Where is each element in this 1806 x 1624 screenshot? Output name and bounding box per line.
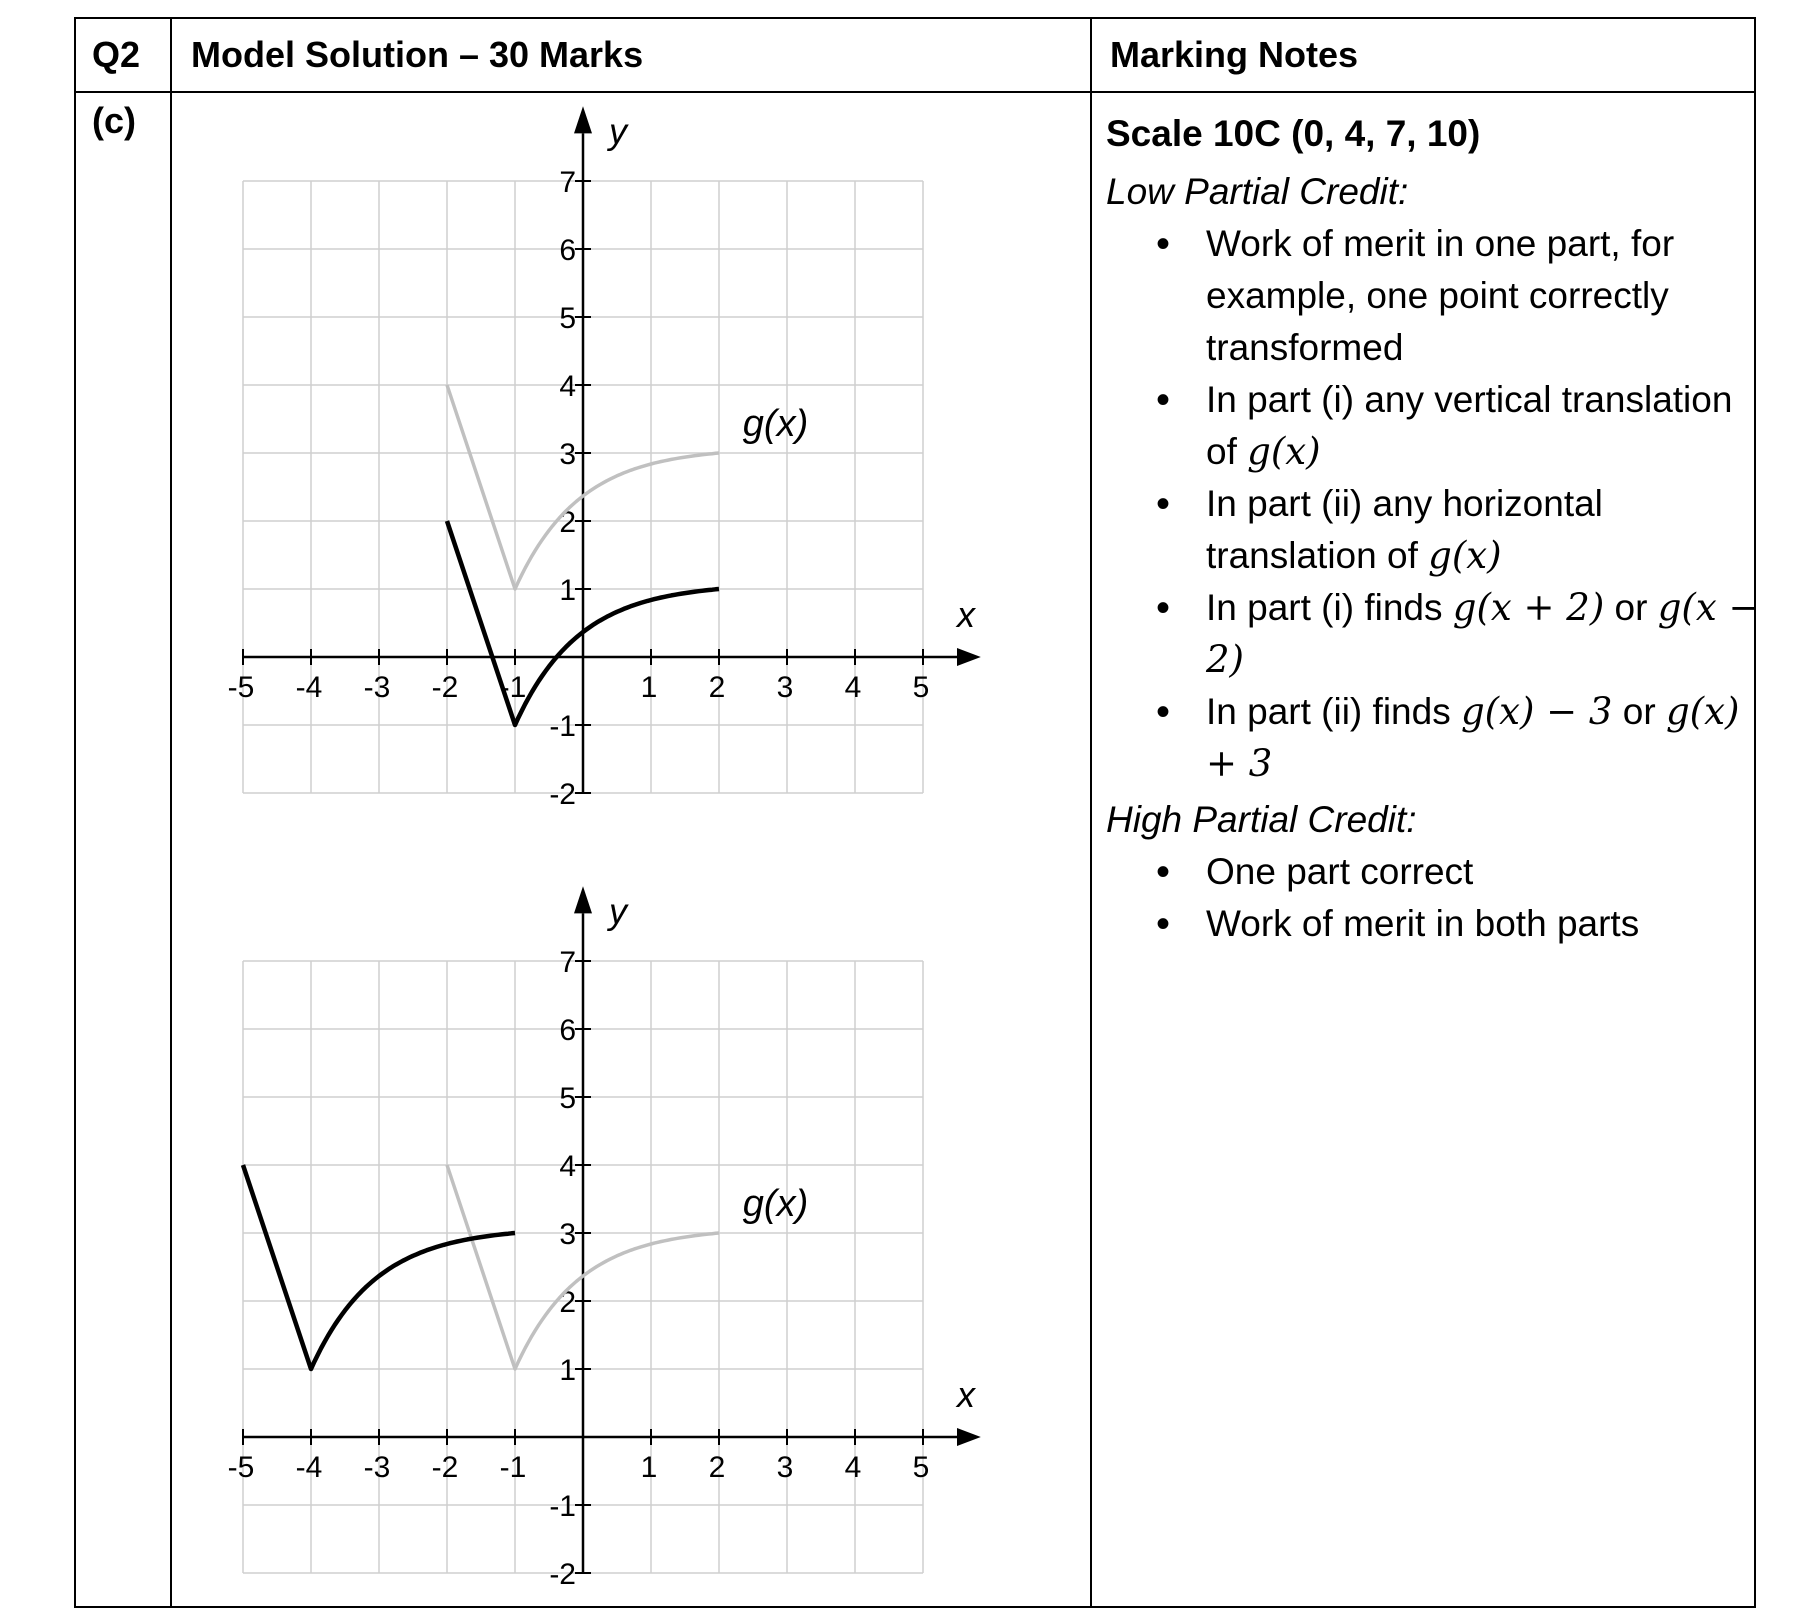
y-axis-label: y (609, 110, 627, 152)
math-expression: g(x) + 3 (1206, 690, 1740, 785)
note-text: In part (i) finds (1206, 587, 1453, 628)
low-credit-item (1106, 582, 1766, 686)
marking-notes-header: Marking Notes (1110, 34, 1359, 75)
low-credit-item (1106, 374, 1766, 478)
x-tick-label: -4 (295, 1451, 323, 1484)
x-tick-label: 1 (640, 671, 658, 704)
y-tick-label: 3 (559, 1218, 576, 1251)
x-tick-label: 5 (912, 671, 930, 704)
y-tick-label: -2 (549, 778, 576, 811)
x-tick-label: 3 (776, 1451, 794, 1484)
x-tick-label: -4 (295, 671, 323, 704)
note-text: In part (ii) any horizontal translation of (1206, 483, 1603, 576)
note-text: In part (ii) finds (1206, 691, 1461, 732)
math-expression: g(x − 2) (1206, 586, 1760, 681)
part-label: (c) (92, 100, 136, 141)
x-axis-label: x (957, 1374, 975, 1415)
curve-label: g(x) (742, 1183, 809, 1225)
x-tick-label: 2 (708, 671, 726, 704)
curve-label: g(x) (742, 403, 809, 445)
high-partial-credit-list (1106, 846, 1766, 950)
x-tick-label: -1 (499, 671, 527, 704)
y-tick-label: -2 (549, 1558, 576, 1591)
x-axis-label: x (957, 594, 975, 635)
y-tick-label: 3 (559, 438, 576, 471)
solution-header: Model Solution – 30 Marks (191, 34, 644, 75)
x-tick-label: -5 (227, 671, 255, 704)
note-text: One part correct (1206, 851, 1474, 892)
y-tick-label: 5 (559, 1082, 576, 1115)
y-tick-label: 2 (559, 506, 576, 539)
low-credit-item (1106, 218, 1766, 374)
y-tick-label: 4 (559, 1150, 576, 1183)
y-tick-label: 5 (559, 302, 576, 335)
x-tick-label: 2 (708, 1451, 726, 1484)
low-partial-credit-list (1106, 218, 1766, 790)
x-tick-label: 5 (912, 1451, 930, 1484)
x-axis-arrow (957, 648, 981, 666)
x-tick-label: 3 (776, 671, 794, 704)
y-tick-label: 1 (559, 1354, 576, 1387)
y-axis-arrow (574, 106, 592, 133)
math-expression: g(x) (1247, 430, 1321, 473)
y-tick-label: -1 (549, 710, 576, 743)
note-text: Work of merit in one part, for example, one point correctly transformed (1206, 223, 1675, 368)
high-credit-item (1106, 846, 1766, 898)
low-partial-credit-title: Low Partial Credit: (1106, 171, 1409, 212)
x-tick-label: 4 (844, 1451, 862, 1484)
y-axis-label: y (609, 890, 627, 932)
x-tick-label: 4 (844, 671, 862, 704)
question-label: Q2 (92, 34, 141, 75)
x-tick-label: 1 (640, 1451, 658, 1484)
x-tick-label: -3 (363, 1451, 391, 1484)
low-credit-item (1106, 478, 1766, 582)
y-tick-label: 4 (559, 370, 576, 403)
y-tick-label: 1 (559, 574, 576, 607)
math-expression: g(x) (1428, 534, 1502, 577)
note-text: Work of merit in both parts (1206, 903, 1640, 944)
math-expression: g(x) − 3 (1460, 690, 1613, 733)
y-tick-label: 6 (559, 1014, 576, 1047)
y-tick-label: 7 (559, 946, 576, 979)
y-tick-label: 7 (559, 166, 576, 199)
scale-line: Scale 10C (0, 4, 7, 10) (1106, 113, 1481, 154)
note-text: In part (i) any vertical translation of (1206, 379, 1733, 472)
note-text: or (1604, 587, 1658, 628)
x-tick-label: -2 (431, 671, 459, 704)
x-tick-label: -2 (431, 1451, 459, 1484)
high-partial-credit-title: High Partial Credit: (1106, 799, 1417, 840)
x-tick-label: -5 (227, 1451, 255, 1484)
x-tick-label: -1 (499, 1451, 527, 1484)
y-axis-arrow (574, 886, 592, 913)
low-credit-item (1106, 686, 1766, 790)
math-expression: g(x + 2) (1452, 586, 1605, 629)
y-tick-label: 2 (559, 1286, 576, 1319)
marking-notes (1106, 108, 1766, 950)
x-axis-arrow (957, 1428, 981, 1446)
note-text: or (1612, 691, 1666, 732)
high-credit-item (1106, 898, 1766, 950)
y-tick-label: 6 (559, 234, 576, 267)
x-tick-label: -3 (363, 671, 391, 704)
y-tick-label: -1 (549, 1490, 576, 1523)
